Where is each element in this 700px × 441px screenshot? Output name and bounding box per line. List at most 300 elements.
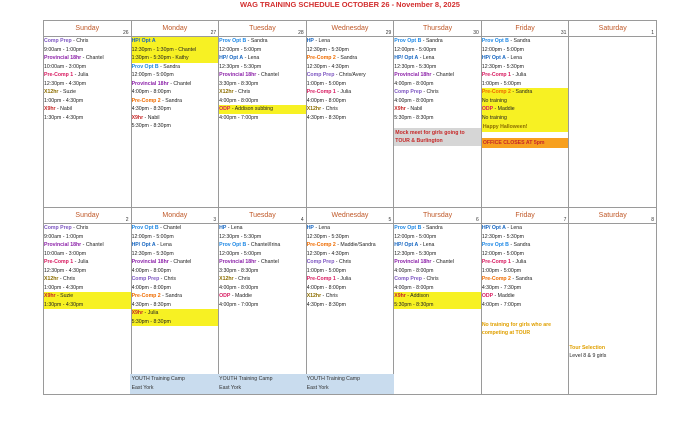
time-range: 4:30pm - 8:30pm xyxy=(306,114,346,121)
date-number: 7 xyxy=(563,217,567,223)
schedule-line xyxy=(132,309,219,318)
group-name: Provincial 18hr xyxy=(219,259,257,265)
schedule-line xyxy=(219,46,306,55)
schedule-line xyxy=(394,267,481,276)
coach-name: - Lena xyxy=(505,55,522,61)
group-name: Comp Prep xyxy=(394,89,422,95)
schedule-note: Mock meet for girls going to TOUR & Burlington xyxy=(394,128,481,146)
coach-name: - Suzie xyxy=(55,293,74,299)
schedule-line xyxy=(307,114,394,123)
time-range: 4:00pm - 8:00pm xyxy=(394,97,434,104)
time-range: 5:30pm - 8:30pm xyxy=(394,114,434,121)
schedule-line xyxy=(132,97,219,106)
schedule-line xyxy=(44,63,131,72)
time-range: 12:30pm - 5:30pm xyxy=(394,250,437,257)
time-range: 4:00pm - 8:00pm xyxy=(394,267,434,274)
schedule-line xyxy=(44,114,131,123)
day-cell xyxy=(44,37,132,208)
coach-name: - Chris xyxy=(421,276,439,282)
day-header-sunday xyxy=(44,208,132,224)
day-name: Monday xyxy=(162,25,188,32)
coach-name: - Chantel xyxy=(168,80,192,87)
schedule-line xyxy=(482,114,569,123)
coach-name: - Julia xyxy=(335,276,352,282)
day-cell xyxy=(306,37,394,208)
time-range: 1:00pm - 5:00pm xyxy=(481,80,522,87)
schedule-line xyxy=(219,233,306,242)
schedule-line xyxy=(44,37,131,46)
schedule-line xyxy=(219,301,306,310)
coach-name: - Nabil xyxy=(405,106,423,112)
day-name: Tuesday xyxy=(249,212,276,219)
schedule-line xyxy=(394,88,481,97)
date-number: 4 xyxy=(300,217,304,223)
day-name: Friday xyxy=(515,212,535,219)
group-name: HP/ Opt A xyxy=(481,225,506,231)
group-name: Comp Prep xyxy=(44,225,72,231)
schedule-line xyxy=(569,352,656,361)
schedule-line xyxy=(44,46,131,55)
schedule-note: No training for girls who are competing at TOUR xyxy=(481,322,551,336)
day-cell xyxy=(131,224,219,395)
schedule-line xyxy=(219,114,306,123)
time-range: 4:00pm - 8:00pm xyxy=(394,284,434,291)
group-name: Pre-Comp 2 xyxy=(131,97,161,104)
camp-line: East York xyxy=(131,385,154,391)
cell-content xyxy=(569,37,656,207)
day-name: Monday xyxy=(162,212,188,219)
day-name: Thursday xyxy=(422,25,453,32)
time-range: 4:00pm - 8:00pm xyxy=(131,284,171,291)
schedule-line xyxy=(132,114,219,123)
time-range: 4:00pm - 7:00pm xyxy=(219,114,259,121)
time-range: 4:00pm - 8:00pm xyxy=(394,80,434,87)
group-name: HP/ Opt A xyxy=(131,242,156,248)
time-range: 12:30pm - 4:30pm xyxy=(44,267,87,274)
schedule-line xyxy=(219,63,306,72)
time-range: 1:00pm - 5:00pm xyxy=(306,80,346,87)
schedule-line xyxy=(482,275,569,284)
time-range: 4:00pm - 8:00pm xyxy=(306,97,346,104)
time-range: 4:30pm - 7:30pm xyxy=(481,284,522,291)
schedule-line xyxy=(482,105,569,114)
coach-name: - Sandra xyxy=(158,63,180,70)
schedule-line xyxy=(394,114,481,123)
coach-name: - Julia xyxy=(73,259,89,265)
coach-name: - Chantel xyxy=(81,242,104,248)
coach-name: - Maddie xyxy=(493,106,515,112)
schedule-line xyxy=(132,301,219,310)
time-range: 9:00am - 1:00pm xyxy=(44,233,84,240)
group-name: Pre-Comp 1 xyxy=(44,259,74,265)
coach-name: - Julia xyxy=(510,259,527,265)
coach-name: - Nabil xyxy=(55,106,72,112)
group-name: X12hr xyxy=(219,89,234,95)
schedule-line xyxy=(394,258,481,267)
group-name: Pre-Comp 1 xyxy=(306,276,336,282)
day-cell xyxy=(44,224,132,395)
group-name: HP/ Opt A xyxy=(131,38,156,44)
time-range: 12:30pm - 4:30pm xyxy=(306,250,349,257)
schedule-line xyxy=(307,258,394,267)
schedule-line xyxy=(132,63,219,72)
time-range: 4:00pm - 8:00pm xyxy=(131,89,171,95)
schedule-line xyxy=(219,105,306,114)
time-range: 1:30pm - 4:30pm xyxy=(44,301,84,308)
coach-name: - Chantel xyxy=(431,72,454,78)
page-title: WAG TRAINING SCHEDULE OCTOBER 26 - November 8, 2025 xyxy=(240,0,460,9)
day-name: Friday xyxy=(515,25,535,32)
group-name: HP/ Opt A xyxy=(394,55,419,61)
day-cell xyxy=(394,37,482,208)
schedule-line xyxy=(132,292,219,301)
schedule-line xyxy=(132,275,219,284)
day-header-monday xyxy=(131,21,219,37)
schedule-line xyxy=(307,54,394,63)
schedule-line xyxy=(132,122,219,131)
day-header-thursday xyxy=(394,21,482,37)
schedule-line xyxy=(482,46,569,55)
day-cell xyxy=(481,37,569,208)
coach-name: - Chantel/Irina xyxy=(246,242,281,248)
coach-name: - Chantel xyxy=(256,259,279,265)
day-header-friday xyxy=(481,21,569,37)
camp-line: East York xyxy=(219,385,242,391)
date-number: 26 xyxy=(123,30,129,36)
group-name: X9hr xyxy=(44,106,56,112)
schedule-line xyxy=(394,46,481,55)
schedule-calendar xyxy=(43,20,657,395)
schedule-line xyxy=(132,284,219,293)
day-header-tuesday xyxy=(219,21,307,37)
coach-name: - Chris xyxy=(321,293,338,299)
schedule-line xyxy=(307,301,394,310)
camp-banner xyxy=(130,374,220,394)
time-range: 12:30pm - 5:30pm xyxy=(481,63,524,70)
schedule-line xyxy=(219,80,306,89)
schedule-line xyxy=(307,80,394,89)
time-range: 12:00pm - 5:00pm xyxy=(131,233,174,240)
coach-name: - Chantel xyxy=(168,259,192,265)
schedule-line xyxy=(394,292,481,301)
coach-name: - Chantel xyxy=(431,259,454,265)
group-name: HP/ Opt A xyxy=(219,55,244,61)
schedule-line xyxy=(482,224,569,233)
time-range: No training xyxy=(481,114,507,121)
coach-name: - Sandra xyxy=(335,55,358,61)
coach-name: - Maddie xyxy=(230,293,252,299)
group-name: HP xyxy=(219,225,227,231)
time-range: 12:00pm - 5:00pm xyxy=(481,46,524,53)
group-name: X12hr xyxy=(306,293,322,299)
schedule-line xyxy=(307,241,394,250)
week-2-row xyxy=(44,224,657,395)
time-range: 1:30pm - 5:30pm - Kathy xyxy=(131,55,189,61)
time-range: 4:00pm - 8:00pm xyxy=(306,284,346,291)
time-range: Level 8 & 9 girls xyxy=(569,353,607,359)
schedule-line xyxy=(219,275,306,284)
time-range: 1:00pm - 4:30pm xyxy=(44,97,84,104)
group-name: ODP xyxy=(219,106,231,112)
camp-banner xyxy=(305,374,395,394)
time-range: 4:00pm - 8:00pm xyxy=(219,97,259,104)
schedule-line xyxy=(132,37,219,46)
coach-name: - Sandra xyxy=(510,89,533,95)
group-name: Pre-Comp 2 xyxy=(306,242,336,248)
group-name: Pre-Comp 1 xyxy=(306,89,336,95)
schedule-line xyxy=(307,284,394,293)
schedule-line xyxy=(307,71,394,80)
schedule-line xyxy=(219,54,306,63)
day-cell xyxy=(219,37,307,208)
coach-name: - Chris xyxy=(334,259,352,265)
time-range: 12:30pm - 5:30pm xyxy=(219,233,262,240)
group-name: Pre-Comp 1 xyxy=(481,259,511,265)
schedule-line xyxy=(482,241,569,250)
camp-banner xyxy=(217,374,307,394)
schedule-line xyxy=(482,37,569,46)
schedule-line xyxy=(44,233,131,242)
day-cell xyxy=(219,224,307,395)
schedule-line xyxy=(219,37,306,46)
time-range: 1:00pm - 5:00pm xyxy=(481,267,522,274)
group-name: HP/ Opt A xyxy=(394,242,419,248)
coach-name: - Chris xyxy=(233,89,251,95)
coach-name: - Julia xyxy=(510,72,527,78)
cell-content xyxy=(44,224,131,394)
cell-content xyxy=(44,37,131,207)
cell-content xyxy=(219,37,306,207)
schedule-line xyxy=(482,233,569,242)
date-number: 27 xyxy=(210,30,217,36)
time-range: 4:00pm - 8:00pm xyxy=(131,267,171,274)
schedule-line xyxy=(307,88,394,97)
coach-name: - Addison xyxy=(405,293,429,299)
schedule-line xyxy=(307,97,394,106)
day-header-wednesday xyxy=(306,21,394,37)
date-number: 5 xyxy=(388,217,392,223)
schedule-line xyxy=(132,105,219,114)
coach-name: - Chris/Avery xyxy=(334,72,366,78)
time-range: 12:00pm - 5:00pm xyxy=(394,233,437,240)
schedule-line xyxy=(394,71,481,80)
group-name: Pre-Comp 2 xyxy=(481,276,511,282)
time-range: No training xyxy=(481,97,507,104)
date-number: 31 xyxy=(560,30,567,36)
camp-line: YOUTH Training Camp xyxy=(131,376,185,382)
coach-name: - Julia xyxy=(73,72,89,78)
schedule-note: Tour Selection xyxy=(569,345,606,351)
coach-name: - Chris xyxy=(233,276,251,282)
schedule-line xyxy=(132,71,219,80)
time-range: 5:30pm - 8:30pm xyxy=(131,123,171,129)
group-name: Prov Opt B xyxy=(131,225,159,231)
coach-name: - Lena xyxy=(418,55,435,61)
coach-name: - Sandra xyxy=(508,38,531,44)
schedule-line xyxy=(307,233,394,242)
schedule-line xyxy=(44,224,131,233)
group-name: Provincial 18hr xyxy=(394,72,432,78)
group-name: Prov Opt B xyxy=(481,242,509,248)
time-range: 3:30pm - 8:30pm xyxy=(219,267,259,274)
schedule-note: Happy Halloween! xyxy=(482,122,569,132)
group-name: Prov Opt B xyxy=(219,242,247,248)
schedule-line xyxy=(44,88,131,97)
time-range: 3:30pm - 8:30pm xyxy=(219,80,259,87)
camp-line: East York xyxy=(306,385,329,391)
time-range: 1:30pm - 4:30pm xyxy=(44,114,84,121)
coach-name: - Lena xyxy=(505,225,522,231)
day-name: Wednesday xyxy=(331,212,369,219)
coach-name: - Sandra xyxy=(510,276,533,282)
group-name: Provincial 18hr xyxy=(131,80,169,87)
schedule-line xyxy=(132,267,219,276)
coach-name: - Julia xyxy=(143,310,159,316)
cell-content xyxy=(482,37,569,207)
schedule-line xyxy=(44,97,131,106)
schedule-line xyxy=(44,54,131,63)
coach-name: - Chantel xyxy=(81,55,104,61)
coach-name: - Chantel xyxy=(256,72,279,78)
group-name: Prov Opt B xyxy=(131,63,159,70)
time-range: 9:00am - 1:00pm xyxy=(44,46,84,53)
time-range: 4:30pm - 8:30pm xyxy=(131,106,171,112)
schedule-line xyxy=(219,250,306,259)
coach-name: - Lena xyxy=(155,242,172,248)
date-number: 30 xyxy=(473,30,479,36)
day-cell xyxy=(569,224,657,395)
schedule-line xyxy=(132,250,219,259)
group-name: X12hr xyxy=(219,276,234,282)
date-number: 1 xyxy=(651,30,654,36)
cell-content xyxy=(132,224,219,394)
time-range: 12:00pm - 5:00pm xyxy=(219,46,262,53)
time-range: 4:00pm - 7:00pm xyxy=(481,301,522,308)
schedule-line xyxy=(482,71,569,80)
coach-name: - Sandra xyxy=(160,97,183,104)
time-range: 12:30pm - 5:30pm xyxy=(219,63,262,70)
schedule-line xyxy=(132,233,219,242)
cell-content xyxy=(569,224,656,394)
schedule-line xyxy=(219,267,306,276)
schedule-line xyxy=(307,63,394,72)
schedule-line xyxy=(219,97,306,106)
time-range: 12:30pm - 5:30pm xyxy=(131,250,174,257)
schedule-line xyxy=(44,105,131,114)
schedule-line xyxy=(394,301,481,310)
schedule-line xyxy=(482,284,569,293)
schedule-line xyxy=(219,284,306,293)
schedule-line xyxy=(482,97,569,106)
coach-name: - Lena xyxy=(313,38,331,44)
group-name: Pre-Comp 1 xyxy=(481,72,511,78)
schedule-line xyxy=(219,224,306,233)
time-range: 12:30pm - 4:30pm xyxy=(306,63,349,70)
cell-content xyxy=(307,37,394,207)
coach-name: - Addison subbing xyxy=(230,106,274,112)
day-name: Thursday xyxy=(422,212,453,219)
day-name: Wednesday xyxy=(331,25,369,32)
cell-content xyxy=(132,37,219,207)
date-number: 8 xyxy=(651,217,654,223)
group-name: Prov Opt B xyxy=(394,225,422,231)
week-1-row xyxy=(44,37,657,208)
group-name: Comp Prep xyxy=(306,259,335,265)
day-cell xyxy=(306,224,394,395)
group-name: Comp Prep xyxy=(306,72,335,78)
group-name: X12hr xyxy=(44,276,59,282)
schedule-line xyxy=(132,224,219,233)
schedule-line xyxy=(44,258,131,267)
day-header-sunday xyxy=(44,21,132,37)
schedule-line xyxy=(394,54,481,63)
group-name: Pre-Comp 2 xyxy=(306,55,336,61)
schedule-line xyxy=(394,97,481,106)
cell-content xyxy=(219,224,306,394)
schedule-line xyxy=(219,71,306,80)
group-name: ODP xyxy=(219,293,231,299)
day-name: Sunday xyxy=(75,212,100,219)
schedule-line xyxy=(307,37,394,46)
coach-name: - Suzie xyxy=(58,89,77,95)
schedule-line xyxy=(307,224,394,233)
group-name: HP xyxy=(306,225,314,231)
coach-name: - Sandra xyxy=(421,225,443,231)
date-number: 3 xyxy=(213,217,217,223)
group-name: Prov Opt B xyxy=(481,38,509,44)
camp-line: YOUTH Training Camp xyxy=(306,376,361,382)
day-cell xyxy=(394,224,482,395)
group-name: Provincial 18hr xyxy=(131,259,169,265)
coach-name: - Chris xyxy=(321,106,338,112)
day-cell xyxy=(481,224,569,395)
camp-line: YOUTH Training Camp xyxy=(219,376,273,382)
schedule-line xyxy=(219,258,306,267)
schedule-line xyxy=(482,267,569,276)
time-range: 12:00pm - 5:00pm xyxy=(131,72,174,78)
group-name: Prov Opt B xyxy=(394,38,422,44)
time-range: 10:00am - 3:00pm xyxy=(44,63,87,70)
schedule-line xyxy=(44,241,131,250)
date-number: 28 xyxy=(298,30,304,36)
schedule-line xyxy=(44,71,131,80)
schedule-line xyxy=(307,46,394,55)
time-range: 1:00pm - 4:30pm xyxy=(44,284,84,291)
schedule-line xyxy=(307,105,394,114)
coach-name: - Sandra xyxy=(508,242,531,248)
schedule-line xyxy=(482,292,569,301)
group-name: X9hr xyxy=(394,106,406,112)
cell-content xyxy=(394,224,481,394)
day-cell xyxy=(569,37,657,208)
coach-name: - Chris xyxy=(159,276,176,282)
coach-name: - Chris xyxy=(71,38,89,44)
time-range: 5:30pm - 8:30pm xyxy=(131,318,171,325)
time-range: 4:30pm - 8:30pm xyxy=(131,301,171,308)
schedule-line xyxy=(44,292,131,301)
time-range: 12:00pm - 5:00pm xyxy=(394,46,437,53)
group-name: HP xyxy=(306,38,314,44)
date-number: 29 xyxy=(385,30,392,36)
coach-name: - Chris xyxy=(58,276,76,282)
schedule-line xyxy=(394,241,481,250)
day-header-wednesday xyxy=(306,208,394,224)
group-name: Pre-Comp 2 xyxy=(481,89,511,95)
time-range: 12:30pm - 5:30pm xyxy=(481,233,524,240)
group-name: Comp Prep xyxy=(394,276,422,282)
schedule-line xyxy=(482,54,569,63)
schedule-line xyxy=(307,292,394,301)
